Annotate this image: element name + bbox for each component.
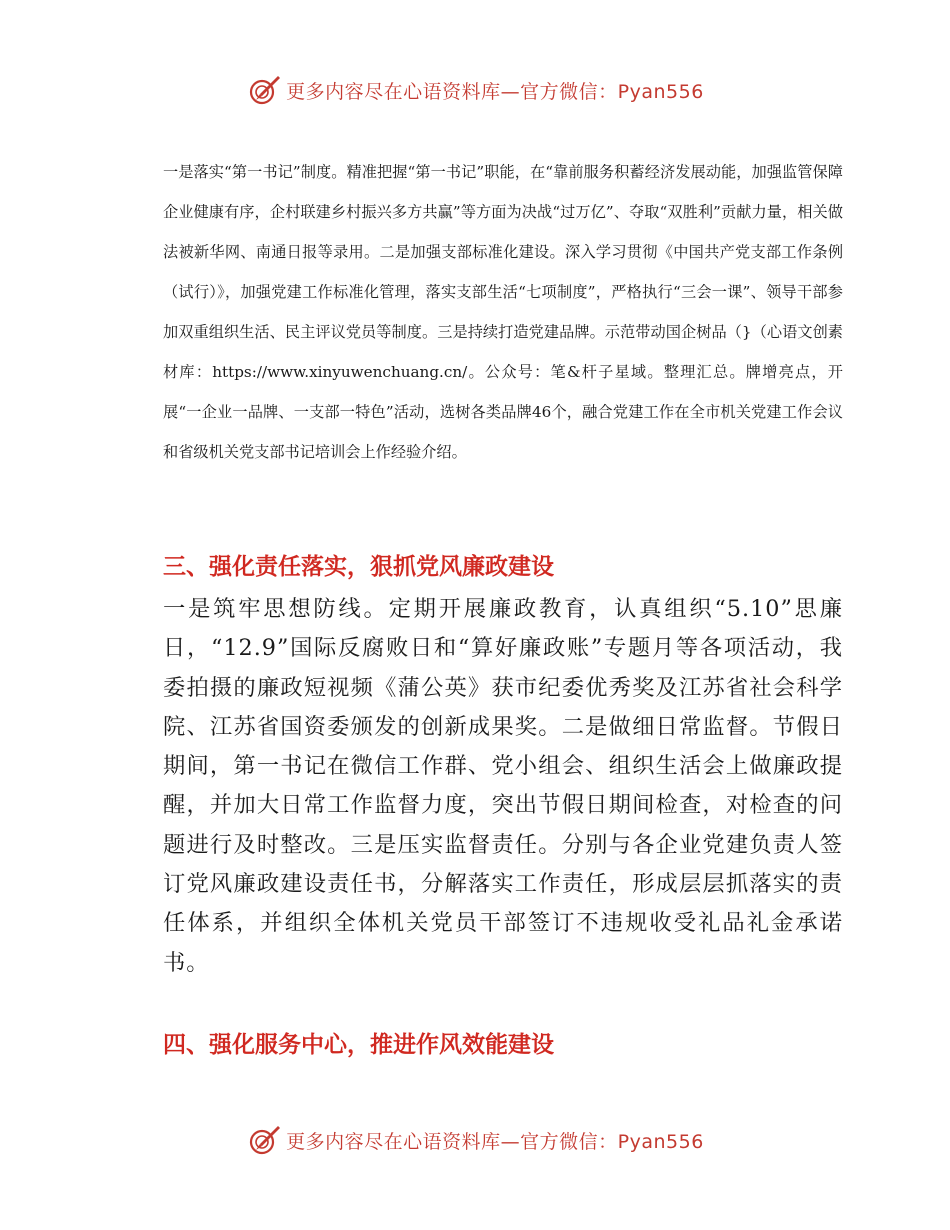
- paragraph-integrity: [163, 590, 843, 983]
- banner-text: 更多内容尽在心语资料库—官方微信：Pyan556: [286, 80, 704, 103]
- paragraph-text: 一是落实“第一书记”制度。精准把握“第一书记”职能，在“靠前服务积蓄经济发展动能，加强监管保障企业健康有序，企村联建乡村振兴多方共赢”等方面为决战“过万亿”、夺取“双胜利”贡献力量，相关做法被新华网、南通日报等录用。二是加强支部标准化建设。深入学习贯彻《中国共产党支部工作条例（试行）》，加强党建工作标准化管理，落实支部生活“七项制度”，严格执行“三会一课”、领导干部参加双重组织生活、民主评议党员等制度。三是持续打造党建品牌。示范带动国企树品（}（心语文创素材库：https://www.xinyuwenchuang.cn/。公众号：笔&杆子星域。整理汇总。牌增亮点，开展“一企业一品牌、一支部一特色”活动，选树各类品牌46个，融合党建工作在全市机关党建工作会议和省级机关党支部书记培训会上作经验介绍。: [163, 163, 843, 461]
- banner-text: 更多内容尽在心语资料库—官方微信：Pyan556: [286, 1130, 704, 1153]
- paragraph-text: 一是筑牢思想防线。定期开展廉政教育，认真组织“5.10”思廉日，“12.9”国际反腐败日和“算好廉政账”专题月等各项活动，我委拍摄的廉政短视频《蒲公英》获市纪委优秀奖及江苏省社会科学院、江苏省国资委颁发的创新成果奖。二是做细日常监督。节假日期间，第一书记在微信工作群、党小组会、组织生活会上做廉政提醒，并加大日常工作监督力度，突出节假日期间检查，对检查的问题进行及时整改。三是压实监督责任。分别与各企业党建负责人签订党风廉政建设责任书，分解落实工作责任，形成层层抓落实的责任体系，并组织全体机关党员干部签订不违规收受礼品礼金承诺书。: [163, 596, 843, 976]
- paragraph-party-branch: [163, 152, 843, 472]
- section-heading-3: 三、强化责任落实，狠抓党风廉政建设: [163, 554, 554, 580]
- quill-logo-icon: [246, 1122, 282, 1158]
- header-banner: [0, 70, 950, 110]
- section-heading-4: 四、强化服务中心，推进作风效能建设: [163, 1032, 554, 1058]
- quill-logo-icon: [246, 72, 282, 108]
- footer-banner: [0, 1120, 950, 1160]
